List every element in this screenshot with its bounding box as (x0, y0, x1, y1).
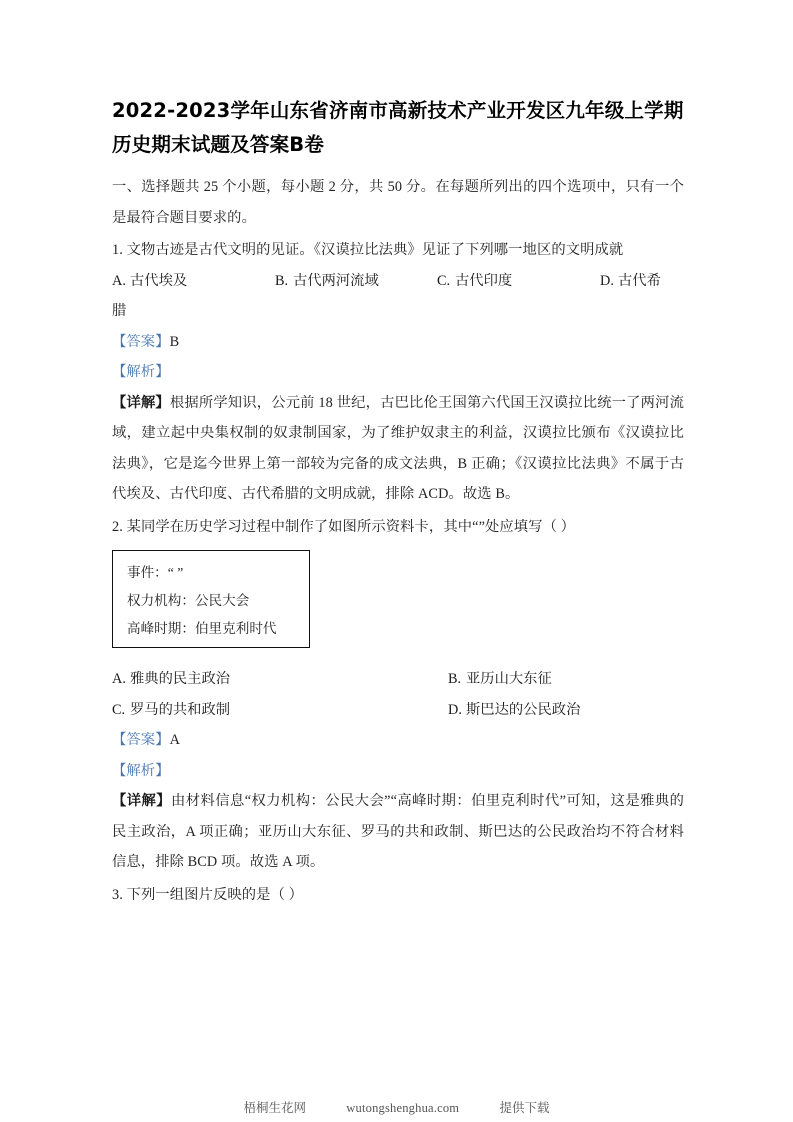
option-letter: A. (112, 671, 126, 687)
option-text: 古代埃及 (130, 272, 188, 289)
option-text: 雅典的民主政治 (130, 671, 231, 687)
option-letter: D. (600, 272, 614, 289)
option-text: 斯巴达的公民政治 (466, 701, 581, 718)
answer-label: 【答案】 (112, 732, 170, 748)
question-2-options-row-2 (112, 695, 684, 726)
question-1-option-d-wrap: 腊 (112, 303, 127, 319)
question-2-answer-line (112, 725, 684, 756)
question-2-option-d[interactable] (448, 695, 580, 726)
question-1-option-c[interactable] (437, 266, 512, 297)
document-content (112, 94, 684, 910)
footer-site-name: 梧桐生花网 (243, 1101, 307, 1115)
question-1-option-a[interactable] (112, 266, 187, 297)
question-1-options (112, 266, 684, 297)
card-row-peak-period: 高峰时期：伯里克利时代 (127, 621, 277, 636)
analysis-label: 【解析】 (112, 762, 170, 779)
question-1-stem: 1. 文物古迹是古代文明的见证。《汉谟拉比法典》见证了下列哪一地区的文明成就 (112, 242, 624, 258)
footer-action[interactable]: 提供下载 (499, 1101, 550, 1115)
question-1-option-d[interactable] (600, 266, 661, 297)
option-letter: C. (112, 701, 126, 718)
question-1-analysis-line (112, 357, 684, 388)
question-2-option-c[interactable] (112, 695, 230, 726)
question-2-option-b[interactable] (448, 664, 552, 695)
question-3-stem: 3. 下列一组图片反映的是（ ） (112, 886, 304, 903)
option-text: 罗马的共和政制 (130, 701, 231, 718)
answer-label: 【答案】 (112, 333, 170, 350)
card-row-event: 事件：“ ” (127, 565, 184, 580)
page-title: 2022-2023学年山东省济南市高新技术产业开发区九年级上学期历史期末试题及答案B卷 (112, 99, 684, 156)
detail-label: 【详解】 (112, 793, 171, 809)
option-letter: C. (437, 272, 451, 289)
page-footer (0, 1098, 793, 1116)
question-2-card-wrap (112, 550, 684, 648)
section-instruction: 一、选择题共 25 个小题，每小题 2 分，共 50 分。在每题所列出的四个选项中，只有一个是最符合题目要求的。 (112, 179, 684, 226)
question-2-option-a[interactable] (112, 664, 230, 695)
option-text: 亚历山大东征 (466, 671, 552, 687)
question-2-stem: 2. 某同学在历史学习过程中制作了如图所示资料卡，其中“”处应填写（ ） (112, 518, 576, 535)
analysis-label: 【解析】 (112, 364, 170, 380)
question-2-options-row-1 (112, 664, 684, 695)
option-letter: A. (112, 272, 126, 289)
option-text: 古代印度 (455, 272, 513, 289)
option-letter: D. (448, 701, 462, 718)
answer-value: A (169, 732, 181, 748)
option-letter: B. (448, 671, 462, 687)
detail-text: 由材料信息“权力机构：公民大会”“高峰时期：伯里克利时代”可知，这是雅典的民主政治，A 项正确；亚历山大东征、罗马的共和政制、斯巴达的公民政治均不符合材料信息，排除 BCD 项。故选 A 项。 (112, 793, 684, 870)
detail-label: 【详解】 (112, 394, 170, 411)
option-letter: B. (275, 272, 289, 289)
question-1-option-b[interactable] (275, 266, 379, 297)
footer-site-url[interactable]: wutongshenghua.com (346, 1101, 460, 1115)
answer-value: B (169, 333, 180, 350)
detail-text: 根据所学知识，公元前 18 世纪，古巴比伦王国第六代国王汉谟拉比统一了两河流域，建立起中央集权制的奴隶制国家，为了维护奴隶主的利益，汉谟拉比颁布《汉谟拉比法典》，它是迄今世界上第一部较为完备的成文法典，B 正确；《汉谟拉比法典》不属于古代埃及、古代印度、古代希腊的文明成就，排除 ACD。故选 B。 (112, 394, 684, 502)
option-text: 古代希 (618, 272, 661, 289)
option-text: 古代两河流域 (293, 272, 379, 289)
question-2-detail (112, 786, 684, 878)
question-2-analysis-line (112, 756, 684, 787)
question-1-detail (112, 388, 684, 510)
question-2-info-card (112, 550, 310, 648)
question-1-answer-line (112, 327, 684, 358)
card-row-authority: 权力机构：公民大会 (127, 593, 250, 608)
